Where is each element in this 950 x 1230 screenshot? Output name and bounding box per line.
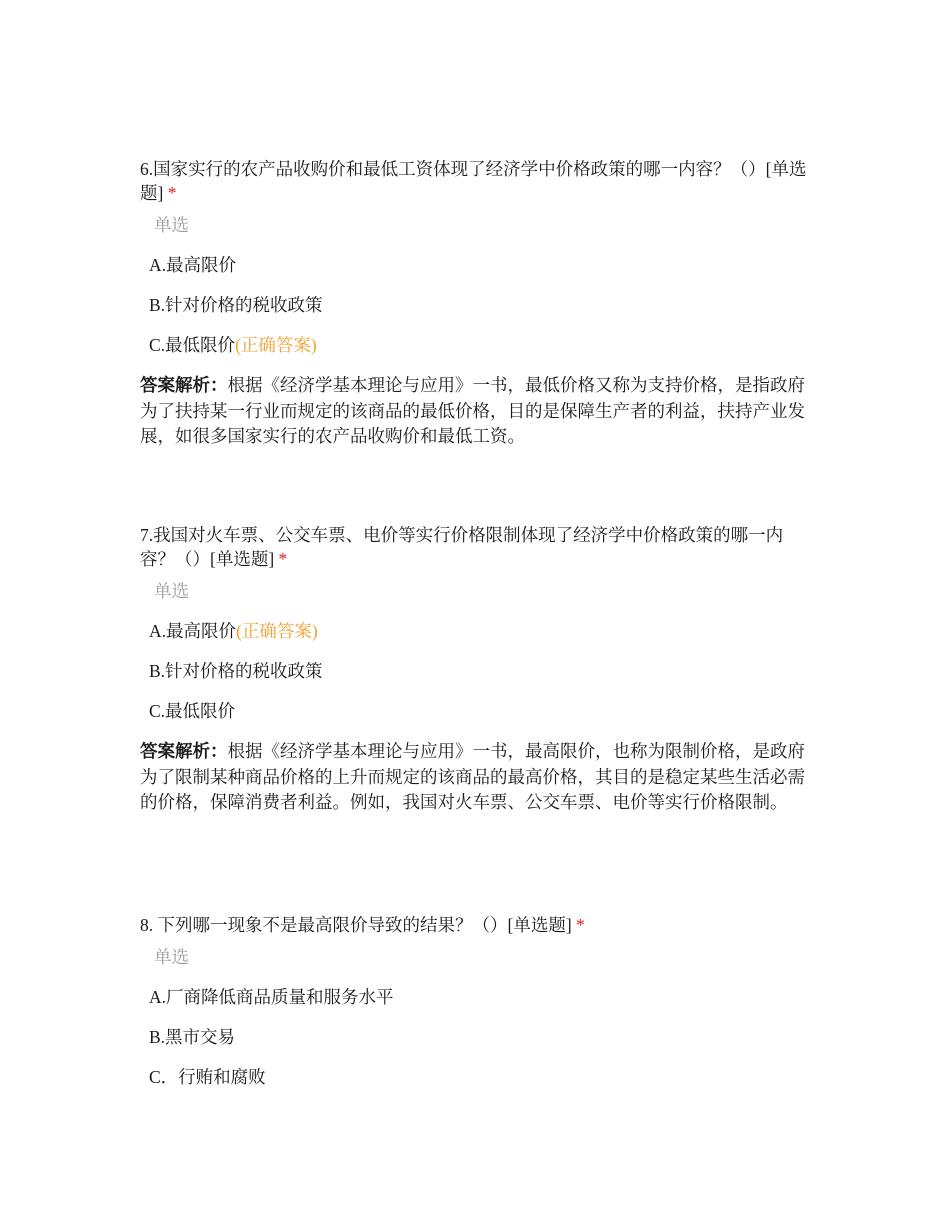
question-title-text: 8. 下列哪一现象不是最高限价导致的结果？（）[单选题] xyxy=(140,915,572,935)
question-title xyxy=(140,523,815,571)
option-list xyxy=(140,619,815,723)
correct-answer-label: (正确答案) xyxy=(235,335,317,355)
analysis-text: 根据《经济学基本理论与应用》一书，最低价格又称为支持价格，是指政府为了扶持某一行业而规定的该商品的最低价格，目的是保障生产者的利益，扶持产业发展，如很多国家实行的农产品收购价和最低工资。 xyxy=(140,375,805,446)
analysis-label: 答案解析： xyxy=(140,375,228,395)
question-title xyxy=(140,157,815,205)
required-mark: * xyxy=(576,915,585,935)
option-text: C.最低限价 xyxy=(149,701,236,721)
question-type-label: 单选 xyxy=(154,947,189,967)
option-c[interactable] xyxy=(149,699,815,723)
question-title-text: 6.国家实行的农产品收购价和最低工资体现了经济学中价格政策的哪一内容？（）[单选题] xyxy=(140,159,807,203)
required-mark: * xyxy=(278,549,288,569)
option-text: C．行贿和腐败 xyxy=(149,1067,266,1087)
question-type-label: 单选 xyxy=(154,581,189,601)
option-a[interactable] xyxy=(149,253,815,277)
option-text: B.针对价格的税收政策 xyxy=(149,661,323,681)
option-text: B.针对价格的税收政策 xyxy=(149,295,323,315)
option-b[interactable] xyxy=(149,659,815,683)
option-text: C.最低限价 xyxy=(149,335,236,355)
option-a[interactable] xyxy=(149,985,815,1009)
question-title xyxy=(140,913,815,937)
option-b[interactable] xyxy=(149,293,815,317)
option-b[interactable] xyxy=(149,1025,815,1049)
required-mark: * xyxy=(167,183,177,203)
option-c[interactable] xyxy=(149,1065,815,1089)
option-list xyxy=(140,985,815,1089)
analysis-label: 答案解析： xyxy=(140,741,228,761)
question-type-label: 单选 xyxy=(154,215,189,235)
option-c[interactable] xyxy=(149,333,815,357)
correct-answer-label: (正确答案) xyxy=(236,621,318,641)
answer-analysis xyxy=(140,373,815,450)
option-text: A.最高限价 xyxy=(149,255,237,275)
question-8 xyxy=(140,913,815,1089)
answer-analysis xyxy=(140,739,815,816)
option-list xyxy=(140,253,815,357)
question-6 xyxy=(140,157,815,450)
option-text: A.厂商降低商品质量和服务水平 xyxy=(149,987,394,1007)
question-title-text: 7.我国对火车票、公交车票、电价等实行价格限制体现了经济学中价格政策的哪一内容？（）[单选题] xyxy=(140,525,784,569)
option-text: B.黑市交易 xyxy=(149,1027,236,1047)
question-7 xyxy=(140,523,815,816)
survey-page xyxy=(140,0,815,1230)
option-text: A.最高限价 xyxy=(149,621,237,641)
option-a[interactable] xyxy=(149,619,815,643)
analysis-text: 根据《经济学基本理论与应用》一书，最高限价，也称为限制价格，是政府为了限制某种商品价格的上升而规定的该商品的最高价格，其目的是稳定某些生活必需的价格，保障消费者利益。例如，我国对火车票、公交车票、电价等实行价格限制。 xyxy=(140,741,805,812)
